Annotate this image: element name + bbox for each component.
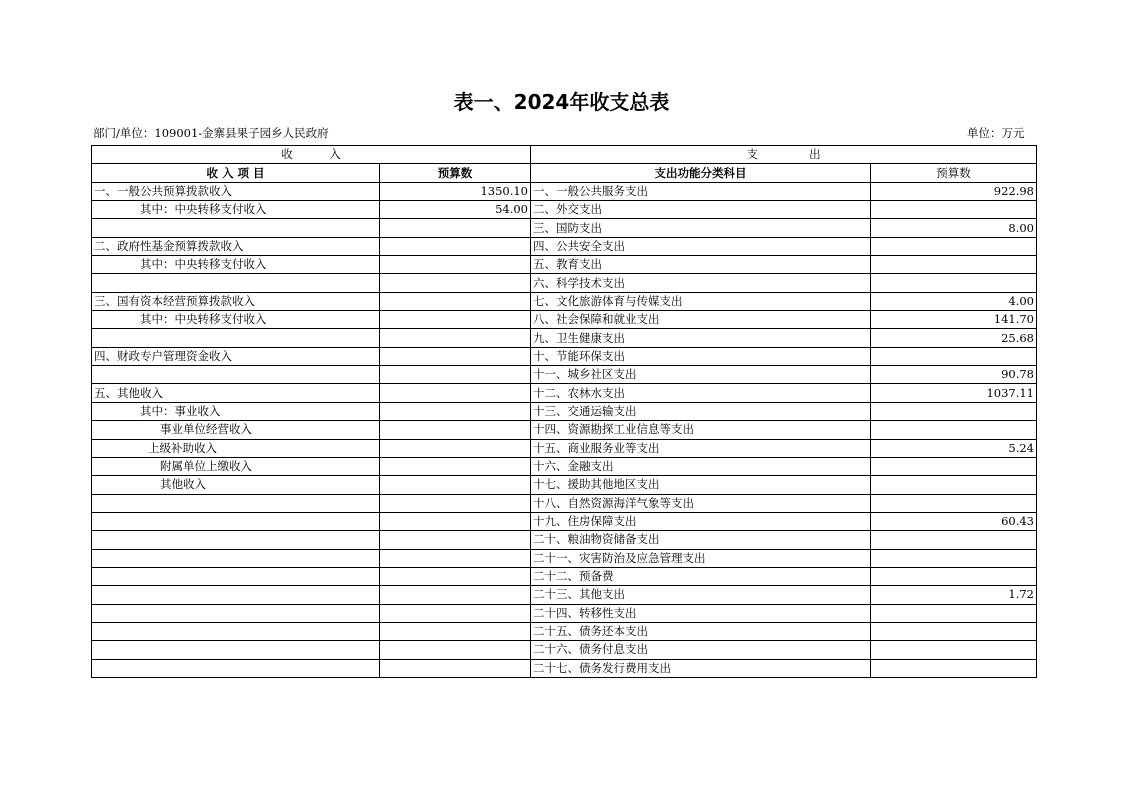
expense-value-cell: [871, 604, 1037, 622]
expense-item-cell: 三、国防支出: [531, 219, 871, 237]
income-value-cell: 54.00: [380, 201, 531, 219]
income-value-cell: [380, 219, 531, 237]
income-budget-header: 预算数: [380, 164, 531, 182]
income-item-cell: 上级补助收入: [92, 439, 380, 457]
expense-value-cell: [871, 494, 1037, 512]
unit-label: 单位：万元: [967, 126, 1025, 140]
table-row: [92, 311, 1037, 329]
table-row: [92, 659, 1037, 677]
income-item-cell: 事业单位经营收入: [92, 421, 380, 439]
expense-item-cell: 二十三、其他支出: [531, 586, 871, 604]
expense-item-cell: 十六、金融支出: [531, 457, 871, 475]
income-item-cell: 其中：中央转移支付收入: [92, 256, 380, 274]
income-item-cell: 其他收入: [92, 476, 380, 494]
table-row: [92, 439, 1037, 457]
expense-item-cell: 七、文化旅游体育与传媒支出: [531, 292, 871, 310]
expense-section-header: 支 出: [531, 146, 1037, 164]
income-item-cell: [92, 622, 380, 640]
table-row: [92, 237, 1037, 255]
income-value-cell: [380, 549, 531, 567]
table-row: [92, 329, 1037, 347]
income-value-cell: [380, 274, 531, 292]
expense-value-cell: [871, 622, 1037, 640]
income-item-cell: [92, 659, 380, 677]
income-value-cell: [380, 347, 531, 365]
expense-item-cell: 十五、商业服务业等支出: [531, 439, 871, 457]
expense-value-cell: 25.68: [871, 329, 1037, 347]
income-item-header: 收 入 项 目: [92, 164, 380, 182]
table-row: [92, 622, 1037, 640]
income-value-cell: [380, 311, 531, 329]
expense-item-cell: 二十四、转移性支出: [531, 604, 871, 622]
table-row: [92, 274, 1037, 292]
income-item-cell: 二、政府性基金预算拨款收入: [92, 237, 380, 255]
expense-item-cell: 一、一般公共服务支出: [531, 182, 871, 200]
expense-value-cell: [871, 641, 1037, 659]
income-item-cell: 其中：中央转移支付收入: [92, 311, 380, 329]
expense-item-cell: 十八、自然资源海洋气象等支出: [531, 494, 871, 512]
table-row: [92, 494, 1037, 512]
section-header-row: [92, 146, 1037, 164]
income-item-cell: [92, 549, 380, 567]
income-item-cell: [92, 567, 380, 585]
income-item-cell: 一、一般公共预算拨款收入: [92, 182, 380, 200]
income-value-cell: [380, 329, 531, 347]
expense-value-cell: [871, 457, 1037, 475]
expense-value-cell: 4.00: [871, 292, 1037, 310]
income-item-cell: [92, 494, 380, 512]
budget-summary-table: [91, 145, 1037, 678]
income-value-cell: [380, 586, 531, 604]
expense-value-cell: [871, 421, 1037, 439]
page-title: 表一、2024年收支总表: [453, 90, 670, 114]
expense-value-cell: [871, 201, 1037, 219]
table-row: [92, 347, 1037, 365]
table-row: [92, 201, 1037, 219]
expense-item-cell: 二十二、预备费: [531, 567, 871, 585]
income-value-cell: [380, 439, 531, 457]
expense-value-cell: [871, 531, 1037, 549]
income-value-cell: [380, 531, 531, 549]
income-item-cell: [92, 586, 380, 604]
table-row: [92, 421, 1037, 439]
expense-value-cell: 8.00: [871, 219, 1037, 237]
table-row: [92, 512, 1037, 530]
income-value-cell: [380, 494, 531, 512]
table-row: [92, 567, 1037, 585]
income-item-cell: 其中：中央转移支付收入: [92, 201, 380, 219]
table-row: [92, 402, 1037, 420]
table-row: [92, 476, 1037, 494]
expense-value-cell: 922.98: [871, 182, 1037, 200]
expense-item-cell: 二十一、灾害防治及应急管理支出: [531, 549, 871, 567]
income-value-cell: 1350.10: [380, 182, 531, 200]
table-row: [92, 256, 1037, 274]
income-value-cell: [380, 366, 531, 384]
expense-value-cell: 90.78: [871, 366, 1037, 384]
expense-item-cell: 十、节能环保支出: [531, 347, 871, 365]
table-row: [92, 531, 1037, 549]
expense-value-cell: 1037.11: [871, 384, 1037, 402]
expense-value-cell: 1.72: [871, 586, 1037, 604]
table-row: [92, 366, 1037, 384]
income-item-cell: [92, 329, 380, 347]
expense-value-cell: 60.43: [871, 512, 1037, 530]
expense-item-cell: 四、公共安全支出: [531, 237, 871, 255]
expense-item-cell: 二十、粮油物资储备支出: [531, 531, 871, 549]
expense-value-cell: [871, 347, 1037, 365]
income-value-cell: [380, 237, 531, 255]
table-row: [92, 604, 1037, 622]
income-item-cell: 五、其他收入: [92, 384, 380, 402]
income-value-cell: [380, 622, 531, 640]
income-item-cell: [92, 512, 380, 530]
expense-item-cell: 十九、住房保障支出: [531, 512, 871, 530]
income-value-cell: [380, 476, 531, 494]
expense-item-cell: 五、教育支出: [531, 256, 871, 274]
income-item-cell: 附属单位上缴收入: [92, 457, 380, 475]
table-row: [92, 182, 1037, 200]
expense-item-cell: 二十六、债务付息支出: [531, 641, 871, 659]
table-row: [92, 457, 1037, 475]
income-item-cell: [92, 274, 380, 292]
expense-value-cell: [871, 476, 1037, 494]
table-row: [92, 219, 1037, 237]
income-value-cell: [380, 402, 531, 420]
income-value-cell: [380, 457, 531, 475]
table-row: [92, 549, 1037, 567]
expense-value-cell: [871, 549, 1037, 567]
expense-item-cell: 九、卫生健康支出: [531, 329, 871, 347]
expense-item-cell: 十四、资源勘探工业信息等支出: [531, 421, 871, 439]
expense-value-cell: [871, 256, 1037, 274]
column-header-row: [92, 164, 1037, 182]
expense-item-cell: 二、外交支出: [531, 201, 871, 219]
income-value-cell: [380, 659, 531, 677]
income-item-cell: 其中：事业收入: [92, 402, 380, 420]
income-value-cell: [380, 604, 531, 622]
expense-item-cell: 十七、援助其他地区支出: [531, 476, 871, 494]
income-value-cell: [380, 384, 531, 402]
income-value-cell: [380, 256, 531, 274]
expense-value-cell: [871, 567, 1037, 585]
expense-value-cell: [871, 237, 1037, 255]
expense-value-cell: [871, 659, 1037, 677]
expense-value-cell: [871, 274, 1037, 292]
expense-item-cell: 八、社会保障和就业支出: [531, 311, 871, 329]
income-value-cell: [380, 567, 531, 585]
department-label: 部门/单位：109001-金寨县果子园乡人民政府: [93, 126, 329, 140]
expense-item-header: 支出功能分类科目: [531, 164, 871, 182]
income-item-cell: 三、国有资本经营预算拨款收入: [92, 292, 380, 310]
table-row: [92, 641, 1037, 659]
income-item-cell: [92, 531, 380, 549]
expense-item-cell: 二十七、债务发行费用支出: [531, 659, 871, 677]
income-value-cell: [380, 512, 531, 530]
expense-value-cell: 5.24: [871, 439, 1037, 457]
expense-value-cell: 141.70: [871, 311, 1037, 329]
income-item-cell: [92, 366, 380, 384]
table-row: [92, 384, 1037, 402]
income-value-cell: [380, 421, 531, 439]
expense-item-cell: 十二、农林水支出: [531, 384, 871, 402]
table-row: [92, 292, 1037, 310]
expense-budget-header: 预算数: [871, 164, 1037, 182]
income-item-cell: 四、财政专户管理资金收入: [92, 347, 380, 365]
income-item-cell: [92, 219, 380, 237]
income-value-cell: [380, 641, 531, 659]
table-row: [92, 586, 1037, 604]
expense-item-cell: 十三、交通运输支出: [531, 402, 871, 420]
income-item-cell: [92, 641, 380, 659]
expense-value-cell: [871, 402, 1037, 420]
income-section-header: 收 入: [92, 146, 531, 164]
income-value-cell: [380, 292, 531, 310]
income-item-cell: [92, 604, 380, 622]
expense-item-cell: 十一、城乡社区支出: [531, 366, 871, 384]
expense-item-cell: 六、科学技术支出: [531, 274, 871, 292]
expense-item-cell: 二十五、债务还本支出: [531, 622, 871, 640]
